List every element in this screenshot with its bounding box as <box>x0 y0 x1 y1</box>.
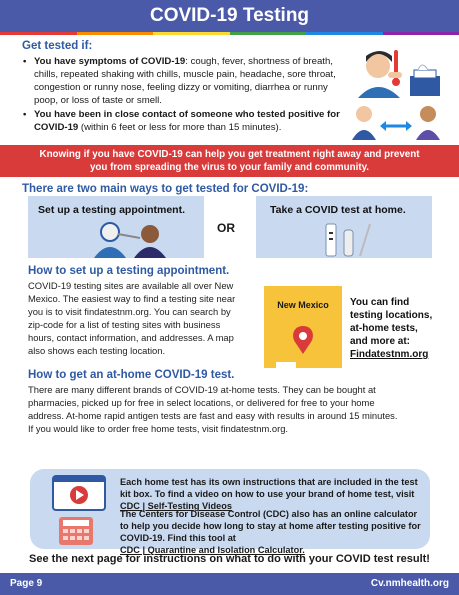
page-footer <box>0 573 459 595</box>
home-test-option-box <box>256 196 432 258</box>
alert-line: Knowing if you have COVID-19 can help you get treatment right away and prevent <box>39 149 420 160</box>
alert-line: you from spreading the virus to your family and community. <box>89 162 370 173</box>
or-label: OR <box>217 221 235 235</box>
page-header <box>0 0 459 32</box>
map-label: New Mexico <box>277 300 329 310</box>
sick-person-icon <box>348 46 444 98</box>
athome-heading: How to get an at-home COVID-19 test. <box>28 369 235 381</box>
find-website-link[interactable]: Findatestnm.org <box>350 349 429 360</box>
swab-test-icon <box>88 220 170 258</box>
new-mexico-map-icon <box>262 284 344 368</box>
alert-banner <box>0 145 459 177</box>
calculator-icon <box>58 516 94 546</box>
get-tested-heading: Get tested if: <box>22 40 93 52</box>
color-stripe <box>0 32 459 35</box>
find-info: You can find testing locations, at-home tests, and more at: Findatestnm.org <box>350 297 433 360</box>
appointment-option-box <box>28 196 204 258</box>
video-player-icon <box>52 475 106 511</box>
page-title: COVID-19 Testing <box>149 5 310 26</box>
ways-heading: There are two main ways to get tested for COVID-19: <box>22 183 309 195</box>
list-item: • You have been in close contact of someone who tested positive for COVID-19 (within 6 feet or less for more than 15 minutes). <box>22 108 352 134</box>
home-test-option-label: Take a COVID test at home. <box>270 204 406 216</box>
footer-website-link[interactable]: Cv.nmhealth.org <box>370 578 449 589</box>
close-contact-icon <box>348 104 444 140</box>
appointment-heading: How to set up a testing appointment. <box>28 265 230 277</box>
quarantine-calculator-link[interactable]: CDC | Quarantine and Isolation Calculator. <box>120 545 305 555</box>
athome-paragraph: There are many different brands of COVID-19 at-home tests. They can be bought at pharmacies, picked up for free in select locations, or delivered for free to your home address. At-home rapid antigen tests are fast and easy with results in around 15 minutes. If you would like to order free home tests, visit findatestnm.org. <box>28 384 398 434</box>
symptom-list <box>22 55 352 136</box>
page-number: Page 9 <box>10 578 43 589</box>
self-testing-videos-link[interactable]: CDC | Self-Testing Videos <box>120 501 232 511</box>
appointment-paragraph: COVID-19 testing sites are available all over New Mexico. The easiest way to find a testing site near you is to visit findatestnm.org. You can search by zip-code for a list of testing sites with business hours, contact information, and addresses. A map also shows each testing location. <box>28 280 236 356</box>
appointment-option-label: Set up a testing appointment. <box>38 204 186 216</box>
list-item: • You have symptoms of COVID-19: cough, fever, shortness of breath, chills, repeated shaking with chills, muscle pain, headache, sore throat, congestion or runny nose, feeling dizzy or vomiting, diarrhea or runny poop, or loss of taste or smell. <box>22 55 352 107</box>
next-page-note: See the next page for instructions on what to do with your COVID test result! <box>29 553 430 565</box>
home-test-kit-icon <box>320 220 376 258</box>
calculator-text: The Centers for Disease Control (CDC) also has an online calculator to help you decide how long to stay at home after testing positive for COVID-19. Find this tool at CDC | Quarantine and Isolation Calculator. <box>120 509 421 555</box>
video-text: Each home test has its own instructions that are included in the test kit box. To find a video on how to use your brand of home test, visit CDC | Self-Testing Videos <box>120 477 418 511</box>
